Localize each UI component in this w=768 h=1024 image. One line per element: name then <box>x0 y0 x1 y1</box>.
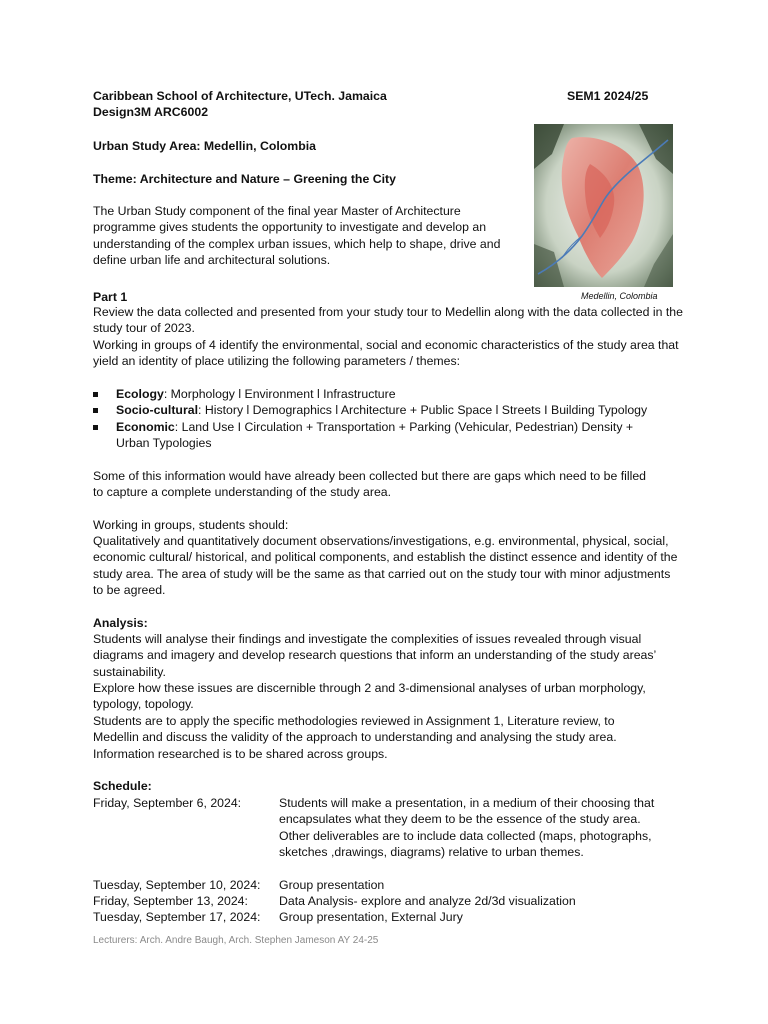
bullet-square-icon <box>93 392 98 397</box>
part1-heading: Part 1 <box>93 290 128 304</box>
theme-text: : Land Use I Circulation + Transportation + Parking (Vehicular, Pedestrian) Density + Urban Typologies <box>116 419 634 451</box>
themes-list <box>93 386 693 452</box>
theme-label: Economic <box>116 419 175 434</box>
part1-paragraph-5: Qualitatively and quantitatively document observations/investigations, e.g. environmental, physical, social, economic cultural/ historical, and political components, and establish the distinct essence and identity of the study area. The area of study will be the same as that carried out on the study tour with minor adjustments to be agreed. <box>93 534 678 598</box>
semester-label: SEM1 2024/25 <box>567 89 649 103</box>
bullet-square-icon <box>93 408 98 413</box>
analysis-heading: Analysis: <box>93 616 148 630</box>
analysis-paragraph-3: Students are to apply the specific methodologies reviewed in Assignment 1, Literature review, to Medellin and discuss the validity of the approach to understanding and analysing the study area. Information researched is to be shared across groups. <box>93 714 617 761</box>
schedule-description: Data Analysis- explore and analyze 2d/3d visualization <box>279 894 576 908</box>
theme-text: : History l Demographics l Architecture + Public Space l Streets I Building Typology <box>198 403 648 418</box>
theme-label: Socio-cultural <box>116 403 198 418</box>
list-item <box>93 419 661 452</box>
list-item <box>93 402 693 418</box>
map-caption: Medellin, Colombia <box>581 291 658 301</box>
schedule-heading: Schedule: <box>93 779 152 793</box>
course-code: Design3M ARC6002 <box>93 105 209 119</box>
theme-title: Theme: Architecture and Nature – Greening the City <box>93 172 396 186</box>
schedule-date: Friday, September 6, 2024: <box>93 796 242 810</box>
theme-text: : Morphology l Environment l Infrastructure <box>163 387 396 401</box>
schedule-date: Tuesday, September 17, 2024: <box>93 910 261 924</box>
intro-paragraph: The Urban Study component of the final year Master of Architecture programme gives students the opportunity to investigate and develop an understanding of the complex urban issues, which help to shape, drive and define urban life and architectural solutions. <box>93 204 501 268</box>
analysis-paragraph-2: Explore how these issues are discernible through 2 and 3-dimensional analyses of urban morphology, typology, topology. <box>93 681 646 712</box>
schedule-description: Students will make a presentation, in a medium of their choosing that encapsulates what they deem to be the essence of the study area. Other deliverables are to include data collected (maps, photographs, sketches ,drawings, diagrams) relative to urban themes. <box>279 796 655 860</box>
list-item <box>93 386 693 402</box>
lecturers-footer: Lecturers: Arch. Andre Baugh, Arch. Stephen Jameson AY 24-25 <box>93 935 379 946</box>
medellin-map-image <box>534 124 673 287</box>
schedule-description: Group presentation, External Jury <box>279 910 463 924</box>
terrain-map-graphic <box>534 124 673 287</box>
schedule-description: Group presentation <box>279 878 385 892</box>
schedule-date: Friday, September 13, 2024: <box>93 894 248 908</box>
schedule-row <box>93 795 683 875</box>
part1-paragraph-3: Some of this information would have already been collected but there are gaps which need to be filled to capture a complete understanding of the study area. <box>93 469 647 500</box>
bullet-square-icon <box>93 425 98 430</box>
part1-paragraph-4: Working in groups, students should: <box>93 518 289 532</box>
part1-paragraph-1: Review the data collected and presented from your study tour to Medellin along with the data collected in the study tour of 2023. <box>93 305 683 336</box>
school-name: Caribbean School of Architecture, UTech. Jamaica <box>93 89 387 103</box>
theme-label: Ecology <box>116 387 164 401</box>
analysis-paragraph-1: Students will analyse their findings and investigate the complexities of issues revealed through visual diagrams and imagery and develop research questions that inform an understanding of the study areas’ sustainability. <box>93 632 656 679</box>
part1-paragraph-2: Working in groups of 4 identify the environmental, social and economic characteristics of the study area that yield an identity of place utilizing the following parameters / themes: <box>93 338 679 369</box>
schedule-date: Tuesday, September 10, 2024: <box>93 878 261 892</box>
study-area-title: Urban Study Area: Medellin, Colombia <box>93 139 316 153</box>
